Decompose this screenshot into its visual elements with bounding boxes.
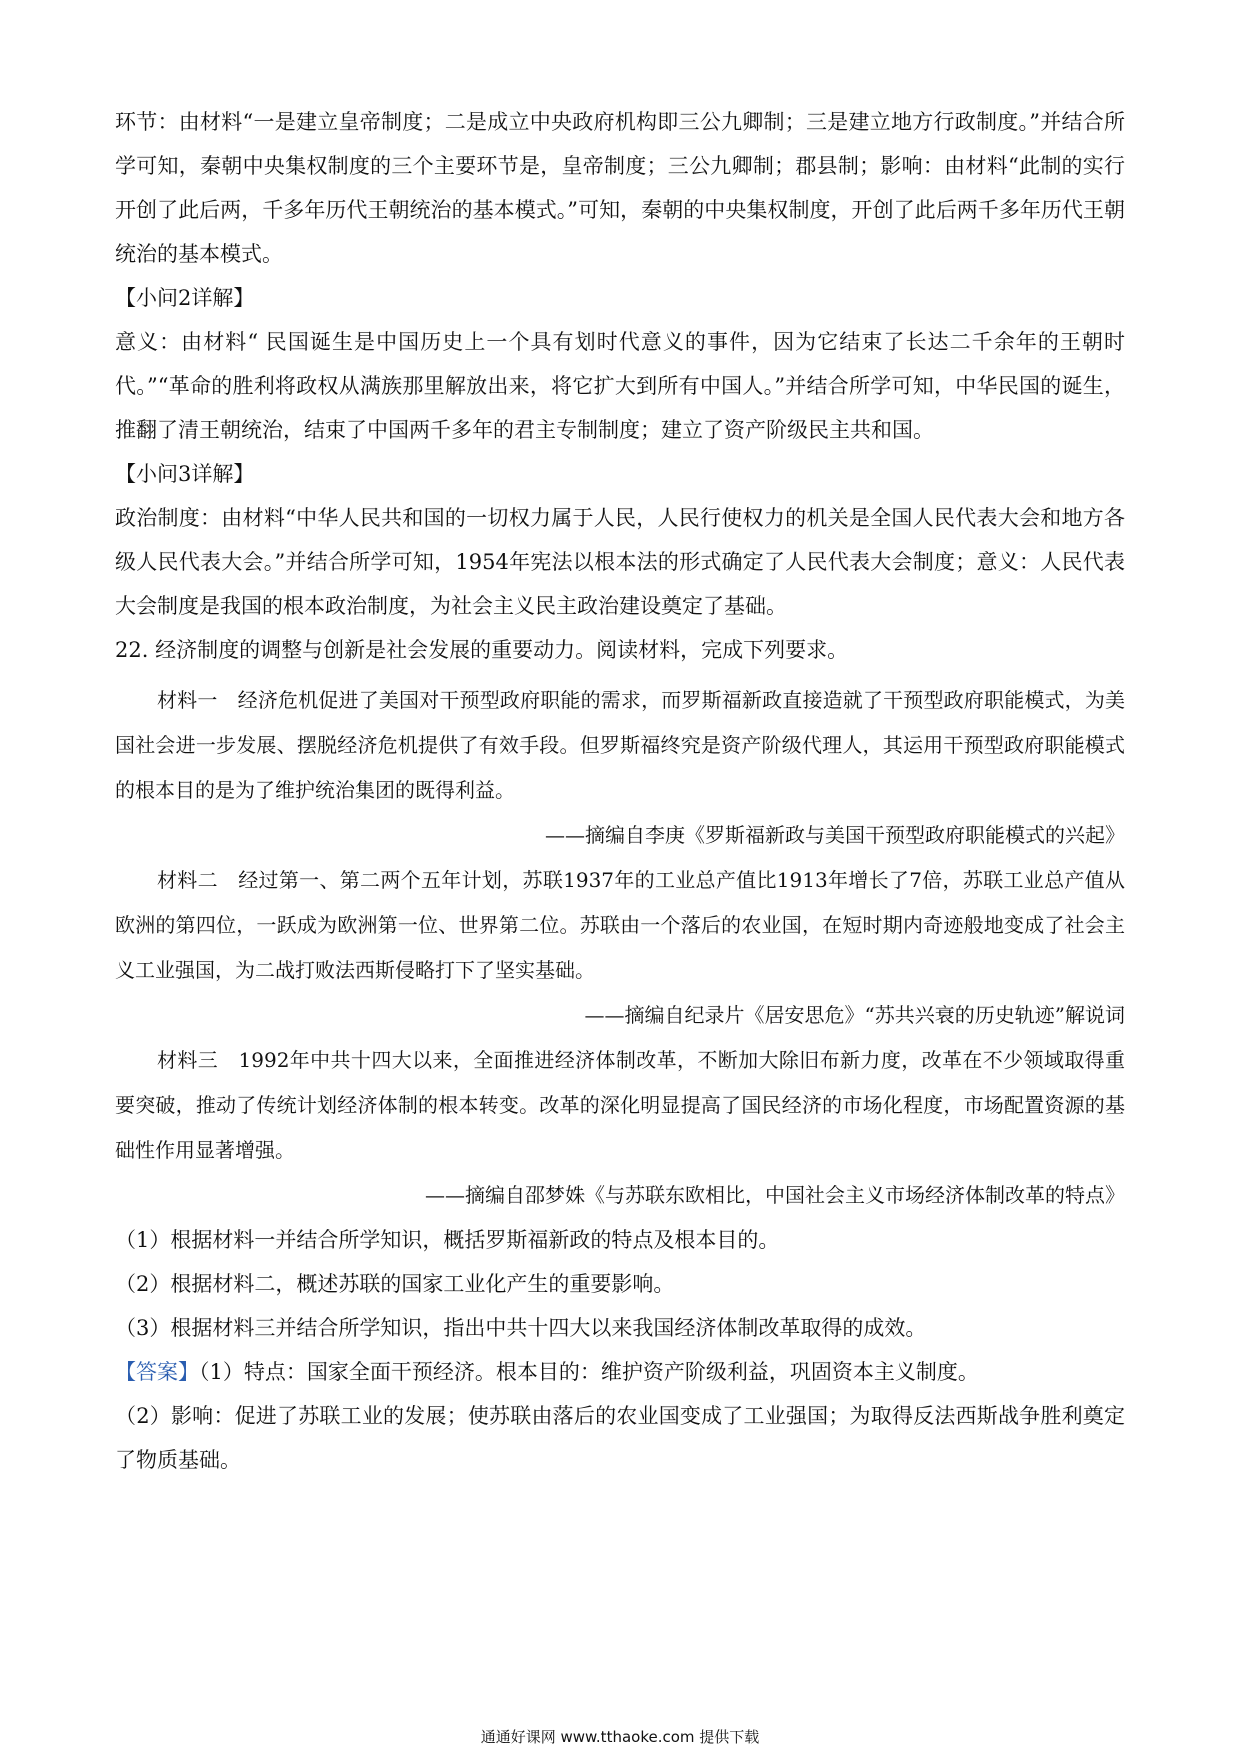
material-source: ——摘编自李庚《罗斯福新政与美国干预型政府职能模式的兴起》 — [545, 823, 1125, 847]
material-3 — [115, 1038, 1125, 1218]
answer-tag: 【答案】 — [115, 1360, 199, 1384]
question-22-stem: 22. 经济制度的调整与创新是社会发展的重要动力。阅读材料，完成下列要求。 — [115, 638, 849, 662]
question-item: （1）根据材料一并结合所学知识，概括罗斯福新政的特点及根本目的。 — [115, 1228, 780, 1252]
material-text: 材料一 经济危机促进了美国对干预型政府职能的需求，而罗斯福新政直接造就了干预型政府职能模式，为美国社会进一步发展、摆脱经济危机提供了有效手段。但罗斯福终究是资产阶级代理人，其运用干预型政府职能模式的根本目的是为了维护统治集团的既得利益。 — [115, 688, 1125, 802]
answer-line-1 — [115, 1350, 1125, 1394]
material-source: ——摘编自邵梦姝《与苏联东欧相比，中国社会主义市场经济体制改革的特点》 — [425, 1183, 1125, 1207]
subquestion-3-heading: 【小问3详解】 — [115, 462, 255, 486]
content-column — [115, 100, 1125, 1482]
material-2 — [115, 858, 1125, 1038]
material-text: 材料三 1992年中共十四大以来，全面推进经济体制改革，不断加大除旧布新力度，改革在不少领域取得重要突破，推动了传统计划经济体制的根本转变。改革的深化明显提高了国民经济的市场化程度，市场配置资源的基础性作用显著增强。 — [115, 1048, 1125, 1162]
paragraph-political-system: 政治制度：由材料“中华人民共和国的一切权力属于人民，人民行使权力的机关是全国人民代表大会和地方各级人民代表大会。”并结合所学可知，1954年宪法以根本法的形式确定了人民代表大会制度；意义：人民代表大会制度是我国的根本政治制度，为社会主义民主政治建设奠定了基础。 — [115, 506, 1125, 618]
question-item: （3）根据材料三并结合所学知识，指出中共十四大以来我国经济体制改革取得的成效。 — [115, 1316, 927, 1340]
subquestion-2-heading: 【小问2详解】 — [115, 286, 255, 310]
paragraph-republic-significance: 意义：由材料“ 民国诞生是中国历史上一个具有划时代意义的事件，因为它结束了长达二千余年的王朝时代。”“革命的胜利将政权从满族那里解放出来，将它扩大到所有中国人。”并结合所学可知，中华民国的诞生，推翻了清王朝统治，结束了中国两千多年的君主专制制度；建立了资产阶级民主共和国。 — [115, 330, 1125, 442]
material-text: 材料二 经过第一、第二两个五年计划，苏联1937年的工业总产值比1913年增长了7倍，苏联工业总产值从欧洲的第四位，一跃成为欧洲第一位、世界第二位。苏联由一个落后的农业国，在短时期内奇迹般地变成了社会主义工业强国，为二战打败法西斯侵略打下了坚实基础。 — [115, 868, 1125, 982]
page-footer: 通通好课网 www.tthaoke.com 提供下载 — [480, 1728, 760, 1746]
paragraph-qin-system: 环节：由材料“一是建立皇帝制度；二是成立中央政府机构即三公九卿制；三是建立地方行政制度。”并结合所学可知，秦朝中央集权制度的三个主要环节是，皇帝制度；三公九卿制；郡县制；影响：由材料“此制的实行开创了此后两，千多年历代王朝统治的基本模式。”可知，秦朝的中央集权制度，开创了此后两千多年历代王朝统治的基本模式。 — [115, 110, 1125, 266]
material-source: ——摘编自纪录片《居安思危》“苏共兴衰的历史轨迹”解说词 — [584, 1003, 1125, 1027]
answer-2: （2）影响：促进了苏联工业的发展；使苏联由落后的农业国变成了工业强国；为取得反法西斯战争胜利奠定了物质基础。 — [115, 1404, 1125, 1472]
question-item: （2）根据材料二，概述苏联的国家工业化产生的重要影响。 — [115, 1272, 675, 1296]
material-1 — [115, 678, 1125, 858]
answer-1: （1）特点：国家全面干预经济。根本目的：维护资产阶级利益，巩固资本主义制度。 — [199, 1360, 979, 1384]
